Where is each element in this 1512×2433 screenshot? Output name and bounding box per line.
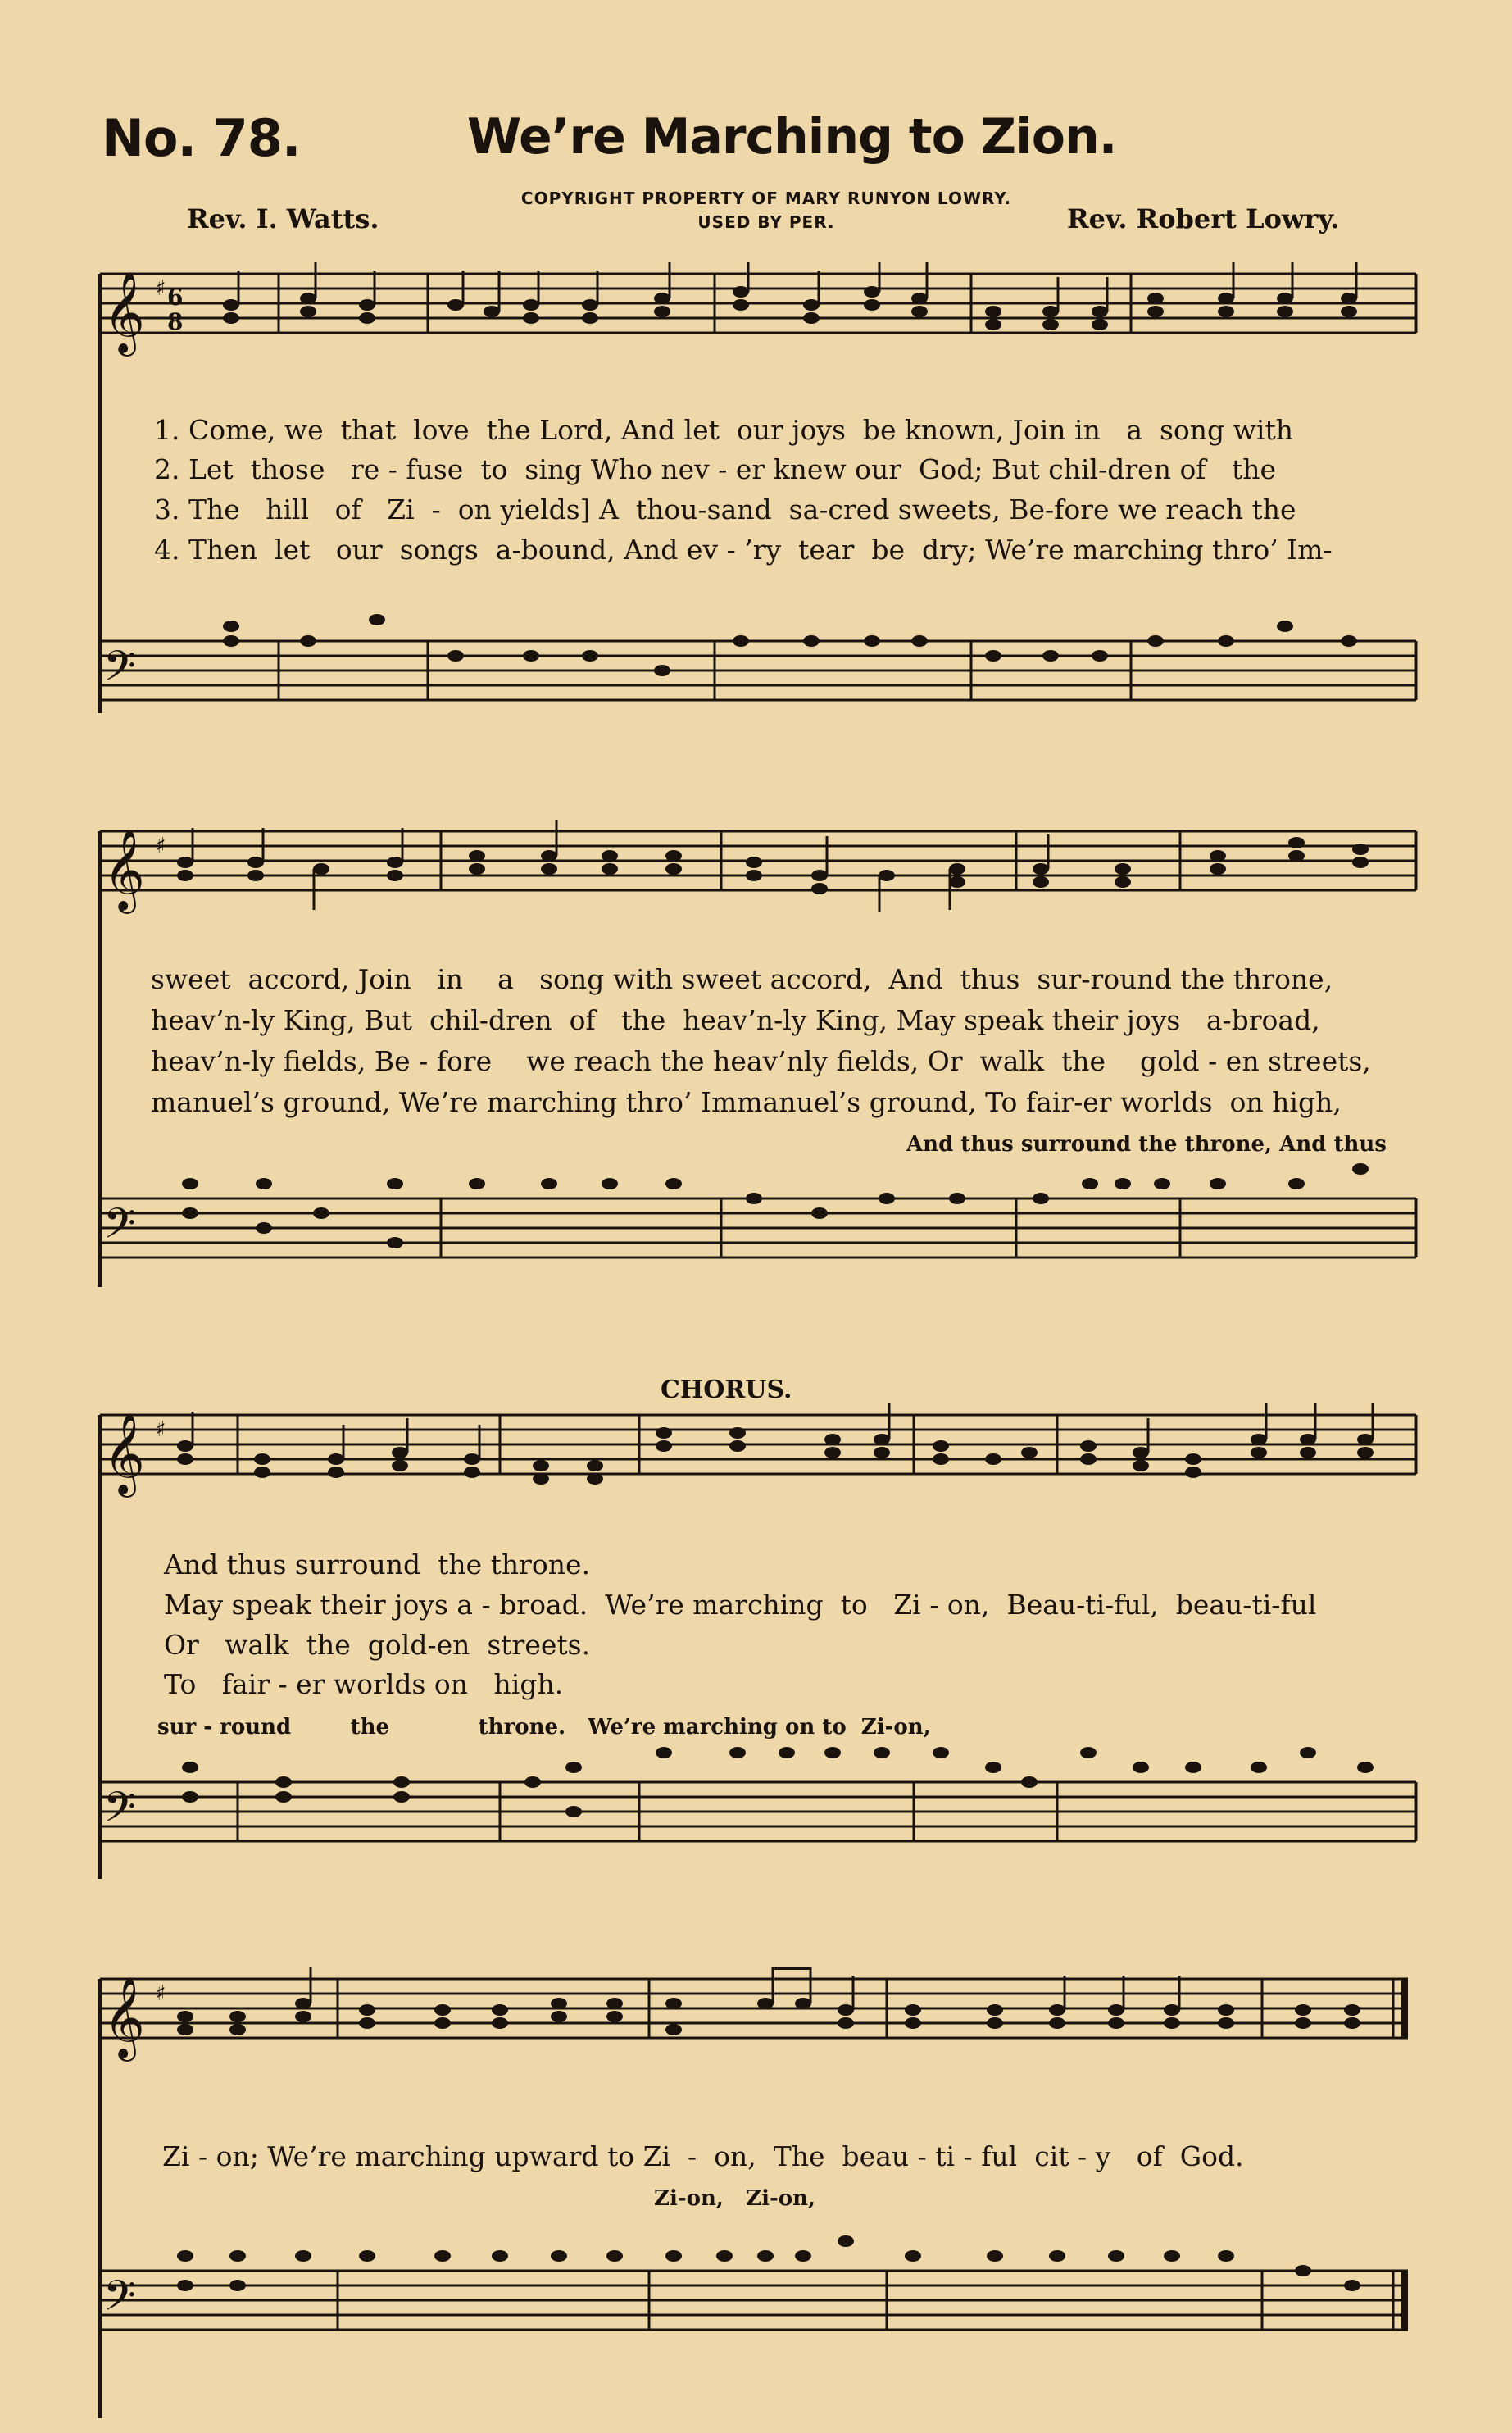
lyric-line: To fair - er worlds on high.: [164, 1668, 564, 1700]
bass-part-text: And thus surround the throne, And thus: [906, 1132, 1387, 1157]
bass-part-text: Zi-on, Zi-on,: [654, 2186, 816, 2211]
bass-clef-icon: 𝄢: [103, 2271, 136, 2331]
treble-clef-icon: 𝄞: [103, 829, 145, 911]
note-stems: [193, 1403, 1373, 1459]
lyric-line: heav’n-ly King, But chil-dren of the heav’n-ly King, May speak their joys a-broad,: [151, 1004, 1320, 1036]
treble-notes: [177, 1998, 1360, 2035]
lyric-block: [151, 963, 1387, 1157]
hymn-number: No. 78.: [102, 108, 301, 168]
lyric-line: heav’n-ly fields, Be - fore we reach the heav’nly fields, Or walk the gold - en streets,: [151, 1045, 1371, 1077]
lyric-line: May speak their joys a - broad. We’re marching to Zi - on, Beau-ti-ful, beau-ti-ful: [164, 1589, 1317, 1621]
lyric-line: And thus surround the throne.: [164, 1548, 591, 1580]
bass-clef-icon: 𝄢: [103, 1198, 136, 1258]
copyright-notice: [484, 187, 1049, 234]
key-signature-icon: ♯: [156, 1981, 166, 2006]
copyright-line: USED BY PER.: [697, 212, 835, 232]
music-system-4: [0, 1967, 1512, 2426]
hymn-title: We’re Marching to Zion.: [467, 108, 1117, 166]
music-credit: Rev. Robert Lowry.: [1067, 203, 1340, 234]
lyric-block: [157, 1548, 1316, 1739]
music-system-1: [0, 262, 1512, 721]
bass-staff: [100, 1198, 1416, 1257]
treble-staff: [100, 1415, 1416, 1474]
lyric-line: 2. Let those re - fuse to sing Who nev - er knew our God; But chil-dren of the: [154, 453, 1277, 485]
treble-notes: [177, 1427, 1374, 1485]
words-credit: Rev. I. Watts.: [187, 203, 379, 234]
copyright-line: COPYRIGHT PROPERTY OF MARY RUNYON LOWRY.: [520, 189, 1012, 208]
bass-staff: [100, 1782, 1416, 1841]
lyric-line: 4. Then let our songs a-bound, And ev - ’ry tear be dry; We’re marching thro’ Im-: [154, 534, 1333, 566]
lyric-line: Or walk the gold-en streets.: [164, 1629, 591, 1661]
treble-notes: [223, 286, 1357, 330]
lyric-block: [154, 414, 1333, 566]
lyric-line: manuel’s ground, We’re marching thro’ Immanuel’s ground, To fair-er worlds on high,: [151, 1086, 1342, 1118]
treble-staff: [100, 1979, 1408, 2038]
treble-clef-icon: 𝄞: [103, 1976, 145, 2058]
bass-staff: [100, 641, 1416, 700]
lyric-block: [162, 2140, 1244, 2211]
key-signature-icon: ♯: [156, 276, 166, 301]
key-signature-icon: ♯: [156, 1417, 166, 1442]
time-signature-icon: 6: [167, 284, 184, 311]
lyric-line: sweet accord, Join in a song with sweet accord, And thus sur-round the throne,: [151, 963, 1333, 995]
bass-clef-icon: 𝄢: [103, 1782, 136, 1842]
music-system-2: [0, 820, 1512, 1328]
bass-notes: [177, 2235, 1360, 2291]
music-system-3: [0, 1403, 1512, 1895]
chorus-label: CHORUS.: [661, 1376, 792, 1404]
bass-staff: [100, 2271, 1408, 2330]
treble-staff: [100, 274, 1416, 333]
lyric-line: 1. Come, we that love the Lord, And let our joys be known, Join in a song with: [154, 414, 1293, 446]
treble-clef-icon: 𝄞: [103, 1412, 145, 1494]
key-signature-icon: ♯: [156, 834, 166, 858]
bass-part-text: sur - round the throne. We’re marching on to Zi-on,: [157, 1715, 931, 1739]
time-signature-icon: 8: [167, 308, 184, 335]
treble-clef-icon: 𝄞: [103, 271, 145, 353]
lyric-line: 3. The hill of Zi - on yields] A thou-sand sa-cred sweets, Be-fore we reach the: [154, 493, 1296, 525]
bass-notes: [223, 614, 1357, 676]
bass-clef-icon: 𝄢: [103, 641, 136, 701]
bass-notes: [182, 1163, 1369, 1248]
note-stems: [311, 1967, 1179, 2010]
lyric-line: Zi - on; We’re marching upward to Zi - on, The beau - ti - ful cit - y of God.: [162, 2140, 1244, 2172]
